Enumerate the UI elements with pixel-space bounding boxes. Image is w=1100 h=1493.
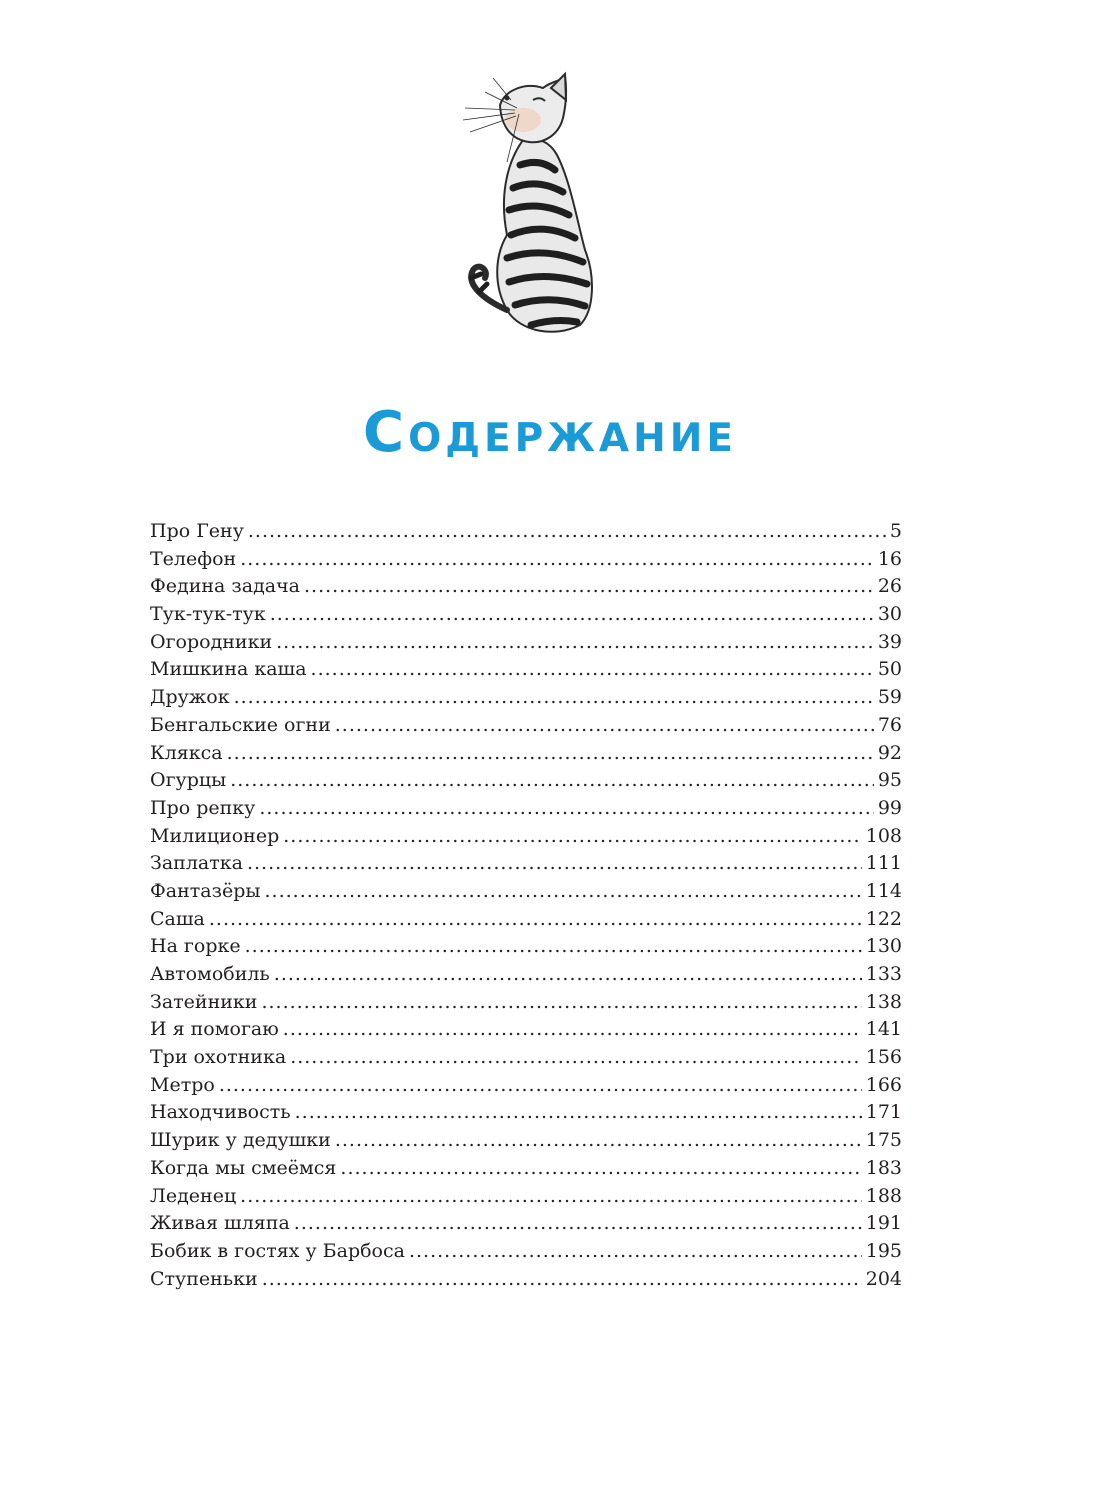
toc-entry[interactable]: [150, 1099, 902, 1127]
toc-entry-title: Про Гену: [150, 520, 244, 542]
dot-leader: [261, 989, 861, 1017]
dot-leader: [270, 601, 874, 629]
toc-entry[interactable]: [150, 823, 902, 851]
toc-entry[interactable]: [150, 1044, 902, 1072]
toc-entry[interactable]: [150, 712, 902, 740]
toc-entry-title: Автомобиль: [150, 963, 270, 985]
toc-entry[interactable]: [150, 684, 902, 712]
dot-leader: [274, 961, 862, 989]
toc-entry-page-number: 95: [877, 769, 902, 792]
toc-entry-page-number: 171: [865, 1101, 902, 1124]
dot-leader: [340, 1155, 861, 1183]
toc-entry[interactable]: [150, 1238, 902, 1266]
toc-entry-page-number: 141: [865, 1018, 902, 1041]
toc-entry-page-number: 26: [877, 575, 902, 598]
toc-entry-page-number: 138: [865, 990, 902, 1013]
dot-leader: [290, 1044, 862, 1072]
toc-entry[interactable]: [150, 656, 902, 684]
toc-entry[interactable]: [150, 1155, 902, 1183]
toc-entry-title: Бобик в гостях у Барбоса: [150, 1239, 405, 1262]
toc-entry-title: Огородники: [150, 630, 273, 653]
dot-leader: [283, 823, 861, 851]
toc-entry[interactable]: [150, 767, 902, 795]
toc-entry[interactable]: [150, 989, 902, 1017]
toc-entry[interactable]: [150, 933, 902, 961]
toc-entry-page-number: 76: [877, 713, 902, 736]
toc-entry[interactable]: [150, 1266, 902, 1294]
toc-entry-page-number: 156: [865, 1046, 902, 1069]
toc-entry-title: Метро: [150, 1073, 215, 1096]
toc-entry[interactable]: [150, 961, 902, 989]
toc-entry-title: Саша: [150, 907, 205, 930]
toc-entry-title: На горке: [150, 935, 241, 958]
toc-entry-title: И я помогаю: [150, 1018, 279, 1041]
toc-entry-title: Находчивость: [150, 1101, 291, 1124]
toc-entry-page-number: 111: [865, 852, 902, 875]
toc-entry-page-number: 92: [877, 741, 902, 764]
toc-entry-page-number: 188: [865, 1184, 902, 1207]
toc-entry-page-number: 39: [877, 630, 902, 653]
toc-entry-title: Тук-тук-тук: [150, 603, 266, 626]
dot-leader: [247, 850, 862, 878]
toc-entry[interactable]: [150, 518, 902, 546]
toc-entry-title: Телефон: [150, 547, 237, 570]
toc-entry-title: Три охотника: [150, 1046, 287, 1069]
striped-cat-icon: [445, 70, 615, 360]
toc-entry[interactable]: [150, 1127, 902, 1155]
toc-entry[interactable]: [150, 795, 902, 823]
toc-entry-title: Затейники: [150, 990, 258, 1013]
dot-leader: [240, 546, 874, 574]
dot-leader: [245, 933, 862, 961]
table-of-contents: [150, 518, 902, 1293]
toc-entry-page-number: 166: [865, 1073, 902, 1096]
toc-entry-page-number: 183: [865, 1156, 902, 1179]
dot-leader: [240, 1183, 862, 1211]
toc-entry[interactable]: [150, 906, 902, 934]
toc-entry-title: Фантазёры: [150, 879, 261, 902]
toc-entry[interactable]: [150, 850, 902, 878]
toc-entry-title: Огурцы: [150, 769, 227, 792]
toc-entry-title: Клякса: [150, 741, 223, 764]
toc-entry-title: Заплатка: [150, 852, 243, 875]
dot-leader: [276, 629, 874, 657]
toc-entry-title: Федина задача: [150, 575, 301, 598]
dot-leader: [335, 1127, 862, 1155]
toc-entry-page-number: 130: [865, 935, 902, 958]
toc-entry-page-number: 195: [865, 1239, 902, 1262]
page-title: Содержание: [362, 400, 738, 465]
toc-entry-title: Про репку: [150, 796, 256, 819]
toc-entry[interactable]: [150, 1016, 902, 1044]
dot-leader: [230, 767, 874, 795]
dot-leader: [265, 878, 862, 906]
toc-entry-title: Дружок: [150, 686, 230, 709]
toc-entry[interactable]: [150, 1210, 902, 1238]
toc-entry-page-number: 5: [889, 520, 902, 542]
toc-entry[interactable]: [150, 573, 902, 601]
toc-entry-page-number: 114: [865, 879, 902, 902]
dot-leader: [335, 712, 874, 740]
dot-leader: [234, 684, 874, 712]
toc-entry[interactable]: [150, 601, 902, 629]
toc-entry-page-number: 99: [877, 796, 902, 819]
dot-leader: [209, 906, 862, 934]
dot-leader: [219, 1072, 862, 1100]
toc-entry[interactable]: [150, 629, 902, 657]
toc-entry-title: Милиционер: [150, 824, 280, 847]
toc-entry-page-number: 16: [877, 547, 902, 570]
toc-entry-page-number: 108: [865, 824, 902, 847]
cat-illustration: [445, 70, 615, 360]
toc-entry-page-number: 59: [877, 686, 902, 709]
dot-leader: [409, 1238, 862, 1266]
toc-entry-page-number: 122: [865, 907, 902, 930]
toc-entry-title: Мишкина каша: [150, 658, 307, 681]
toc-entry-page-number: 50: [877, 658, 902, 681]
toc-entry-title: Когда мы смеёмся: [150, 1156, 337, 1179]
dot-leader: [294, 1210, 862, 1238]
dot-leader: [248, 518, 886, 546]
toc-entry-page-number: 175: [865, 1129, 902, 1152]
toc-entry[interactable]: [150, 1183, 902, 1211]
toc-entry-title: Бенгальские огни: [150, 713, 331, 736]
toc-entry-page-number: 204: [865, 1267, 902, 1290]
dot-leader: [259, 795, 873, 823]
dot-leader: [304, 573, 874, 601]
dot-leader: [311, 656, 874, 684]
toc-entry-page-number: 30: [877, 603, 902, 626]
toc-entry-title: Ступеньки: [150, 1267, 258, 1290]
toc-entry-title: Леденец: [150, 1184, 237, 1207]
toc-entry[interactable]: [150, 740, 902, 768]
toc-entry-page-number: 133: [865, 963, 902, 985]
dot-leader: [227, 740, 874, 768]
toc-entry-title: Живая шляпа: [150, 1212, 290, 1235]
dot-leader: [262, 1266, 862, 1294]
dot-leader: [295, 1099, 862, 1127]
toc-entry-page-number: 191: [865, 1212, 902, 1235]
toc-entry[interactable]: [150, 878, 902, 906]
toc-entry[interactable]: [150, 546, 902, 574]
toc-entry-title: Шурик у дедушки: [150, 1129, 331, 1152]
toc-entry[interactable]: [150, 1072, 902, 1100]
dot-leader: [283, 1016, 862, 1044]
